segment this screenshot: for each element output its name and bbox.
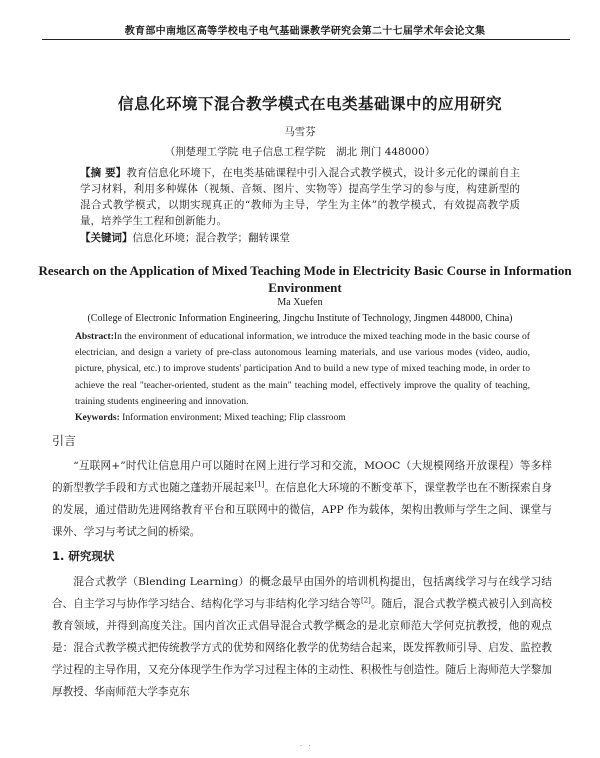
section-1-paragraph [52,571,552,703]
abstract-en [75,329,530,410]
keywords-en [75,410,530,426]
sec1-text-a: 混合式教学（Blending Learning）的概念最早由国外的培训机构提出，包括离线学习与在线学习结合、自主学习与协作学习结合、结构化学习与非结构化学习结合等 [52,576,552,610]
abstract-cn-text: 教育信息化环境下，在电类基础课程中引入混合式教学模式，设计多元化的课前自主学习材料，利用多种媒体（视频、音频、图片、实物等）提高学生学习的参与度，构建新型的混合式教学模式，以期实现真正的“教师为主导，学生为主体”的教学模式，有效提高教学质量，培养学生工程和创新能力。 [80,167,521,227]
affiliation-cn: （荆楚理工学院 电子信息工程学院 湖北 荆门 448000） [164,146,436,158]
keywords-en-label: Keywords: [75,412,120,423]
keywords-cn-text: 信息化环境；混合教学；翻转课堂 [132,232,290,244]
header-divider [42,39,570,40]
author-cn: 马雪芬 [284,126,316,138]
running-header: 教育部中南地区高等学校电子电气基础课教学研究会第二十七届学术年会论文集 [124,26,486,37]
paper-title-cn: 信息化环境下混合教学模式在电类基础课中的应用研究 [117,95,502,113]
intro-text-b: 。在信息化大环境的不断变革下，课堂教学也在不断探索自身的发展，通过借助先进网络教育平台和互联网中的微信，APP 作为载体，架构出教师与学生之间、课堂与课外、学习与考试之间的桥梁。 [52,482,552,538]
abstract-cn [80,165,520,229]
abstract-en-label: Abstract: [75,331,114,342]
intro-paragraph [52,455,552,543]
abstract-en-text: In the environment of educational information, we introduce the mixed teaching mode in the basic course of electrician, and design a variety of pre-class autonomous learning materials, and use various modes (video, audio, picture, physical, etc.) to improve students' participation And to build a new type of mixed teaching mode, in order to achieve the real "teacher-oriented, student as the main" teaching model, effectively improve the quality of teaching, training students engineering and innovation. [75,331,530,407]
paper-title-en: Research on the Application of Mixed Teaching Mode in Electricity Basic Course in Information Environment [38,263,572,295]
abstract-cn-label: 【摘 要】 [80,167,127,179]
intro-citation: [1] [254,480,265,489]
affiliation-en: (College of Electronic Information Engineering, Jingchu Institute of Technology, Jingmen 448000, China) [87,313,513,324]
keywords-cn [80,230,520,246]
keywords-en-text: Information environment; Mixed teaching; Flip classroom [122,412,346,423]
footer-mark: · · [300,742,313,750]
author-en: Ma Xuefen [277,297,323,308]
intro-text-a: “互联网+”时代让信息用户可以随时在网上进行学习和交流，MOOC（大规模网络开放课程）等多样的新型教学手段和方式也随之蓬勃开展起来 [52,460,552,494]
keywords-cn-label: 【关键词】 [80,232,133,244]
section-1-heading: 1. 研究现状 [52,549,115,563]
sec1-citation: [2] [360,596,371,605]
sec1-text-b: 。随后，混合式教学模式被引入到高校教育领域，并得到高度关注。国内首次正式倡导混合式教学概念的是北京师范大学何克抗教授，他的观点是：混合式教学模式把传统教学方式的优势和网络化教学的优势结合起来，既发挥教师引导、启发、监控教学过程的主导作用，又充分体现学生作为学习过程主体的主动性、积极性与创造性。随后上海师范大学黎加厚教授、华南师范大学李克东 [52,598,553,698]
intro-heading: 引言 [52,434,77,448]
